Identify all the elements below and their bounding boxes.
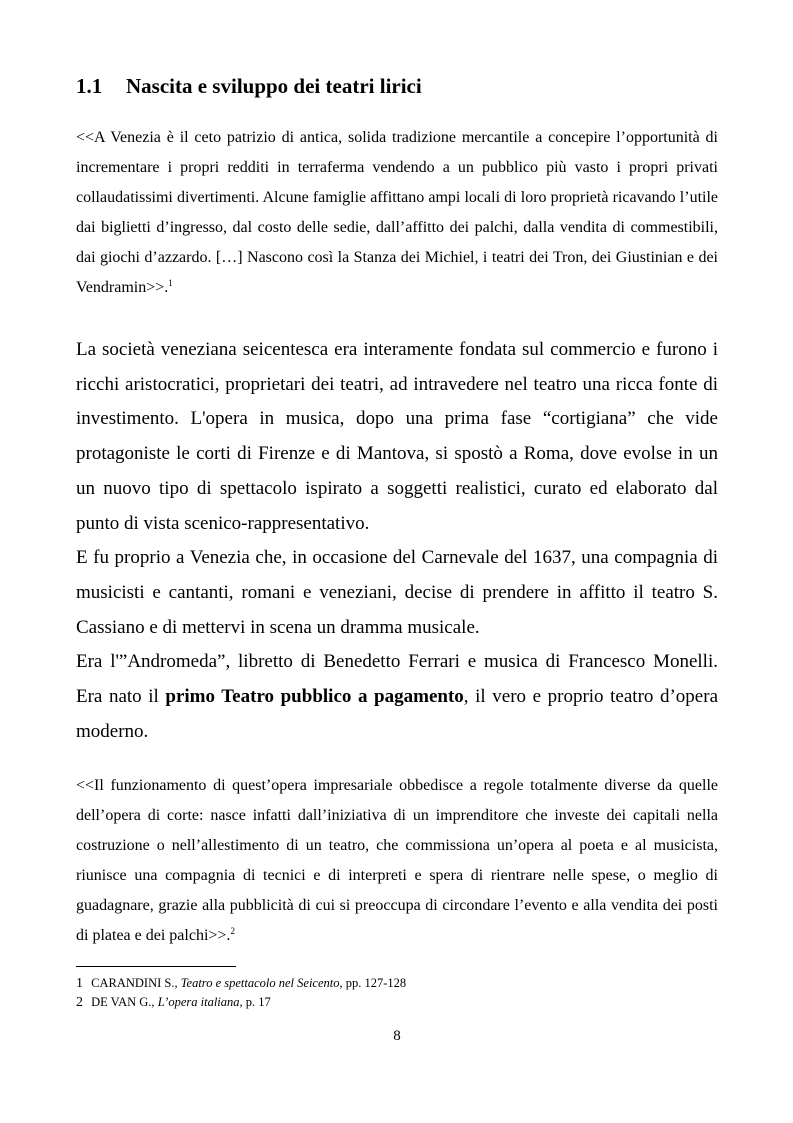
block-quote-1 (76, 123, 718, 303)
quote-2-text: <<Il funzionamento di quest’opera impresariale obbedisce a regole totalmente diverse da quelle dell’opera di corte: nasce infatti dall’iniziativa di un imprenditore che investe dei capitali nella costruzione o nell’allestimento di un teatro, che commissiona un’opera al poeta e al musicista, riunisce una compagnia di tecnici e di interpreti e spera di rientrare nelle spese, o meglio di guadagnare, grazie alla pubblicità di cui si preoccupa di circondare l’evento e alla vendita dei posti di platea e dei palchi>>. (76, 777, 718, 944)
footnote-ref-1[interactable]: 1 (168, 278, 173, 288)
section-heading (76, 74, 422, 99)
footnote-number: 1 (76, 976, 83, 991)
footnote-1 (76, 974, 718, 993)
footnote-author: DE VAN G., (91, 995, 155, 1009)
bold-highlight: primo Teatro pubblico a pagamento (165, 686, 464, 708)
footnote-pages: , pp. 127-128 (339, 976, 407, 990)
footnote-separator (76, 966, 236, 967)
footnote-author: CARANDINI S., (91, 976, 178, 990)
footnote-title: L’opera italiana (157, 995, 240, 1009)
footnotes (76, 974, 718, 1012)
body-paragraph-2: E fu proprio a Venezia che, in occasione del Carnevale del 1637, una compagnia di musicisti e cantanti, romani e veneziani, decise di prendere in affitto il teatro S. Cassiano e di mettervi in scena un dramma musicale. (76, 547, 718, 638)
footnote-ref-2[interactable]: 2 (230, 926, 235, 936)
paragraph-3-end: , il vero e proprio teatro d’opera moderno. (76, 686, 718, 742)
page-number: 8 (393, 1028, 401, 1044)
body-paragraph-1: La società veneziana seicentesca era interamente fondata sul commercio e furono i ricchi aristocratici, proprietari dei teatri, ad intravedere nel teatro una ricca fonte di investimento. L'opera in musica, dopo una prima fase “cortigiana” che vide protagoniste le corti di Firenze e di Mantova, si spostò a Roma, dove evolse in un un nuovo tipo di spettacolo ispirato a soggetti realistici, curato ed elaborato dal punto di vista scenico-rappresentativo. (76, 339, 718, 534)
block-quote-2 (76, 771, 718, 951)
section-title: Nascita e sviluppo dei teatri lirici (126, 74, 422, 98)
paragraph-3-start: Era l'”Andromeda”, libretto di Benedetto Ferrari e musica di Francesco Monelli. Era nato il (76, 651, 718, 708)
body-text (76, 333, 718, 749)
footnote-2 (76, 993, 718, 1012)
footnote-title: Teatro e spettacolo nel Seicento (180, 976, 340, 990)
footnote-number: 2 (76, 995, 83, 1010)
section-number: 1.1 (76, 74, 103, 98)
body-paragraph-3 (76, 645, 718, 749)
footnote-pages: , p. 17 (239, 995, 271, 1009)
quote-1-text: <<A Venezia è il ceto patrizio di antica, solida tradizione mercantile a concepire l’opportunità di incrementare i propri redditi in terraferma vendendo a un pubblico più vasto i propri privati collaudatissimi divertimenti. Alcune famiglie affittano ampi locali di loro proprietà ricavando l’utile dai biglietti d’ingresso, dal costo delle sedie, dall’affitto dei palchi, dalla vendita di commestibili, dai giochi d’azzardo. […] Nascono così la Stanza dei Michiel, i teatri dei Tron, dei Giustinian e dei Vendramin>>. (76, 129, 718, 296)
